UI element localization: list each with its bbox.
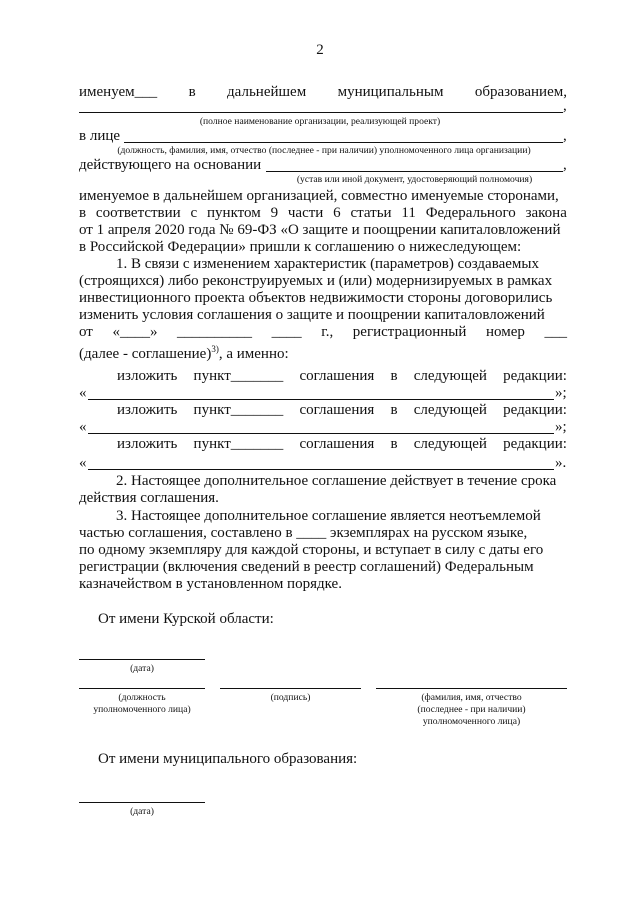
header-word: муниципальным	[337, 84, 444, 100]
clause2-line: действия соглашения.	[79, 490, 219, 506]
in-person-label: в лице	[79, 128, 121, 144]
open-quote: «	[79, 455, 87, 471]
kursk-date-caption: (дата)	[130, 663, 154, 674]
intro-word: статьи	[350, 205, 392, 221]
amend-word: соглашения	[299, 402, 375, 418]
acting-label: действующего на основании	[79, 157, 262, 173]
clause1-date-word: от	[79, 324, 93, 340]
amend-word: изложить	[117, 436, 178, 452]
clause1-line: инвестиционного проекта объектов недвижимости стороны договорились	[79, 290, 553, 306]
clause1-line: (строящихся) либо реконструируемых и (или) модернизируемых в рамках	[79, 273, 553, 289]
amend-item-line	[117, 368, 567, 385]
clause1-date-word[interactable]: __________	[177, 324, 253, 340]
close-quote: »;	[555, 385, 567, 401]
clause3-line: по одному экземпляру для каждой стороны, и вступает в силу с даты его	[79, 542, 544, 558]
kursk-date-line[interactable]	[79, 659, 205, 660]
clause1-date-word[interactable]: «____»	[112, 324, 158, 340]
org-name-caption: (полное наименование организации, реализующей проект)	[199, 116, 441, 127]
intro-word: соответствии	[95, 205, 181, 221]
header-word: в	[188, 84, 196, 100]
amend-word: следующей	[413, 402, 487, 418]
clause1-tail	[79, 341, 289, 363]
amend-text-line[interactable]	[88, 433, 554, 434]
amend-word: в	[390, 368, 398, 384]
amend-word[interactable]: пункт_______	[193, 402, 284, 418]
org-name-line[interactable]	[79, 112, 563, 113]
intro-word: 9	[270, 205, 279, 221]
intro-word: закона	[525, 205, 567, 221]
amend-word: соглашения	[299, 436, 375, 452]
amend-item-line	[117, 436, 567, 453]
amend-word: соглашения	[299, 368, 375, 384]
header-named-line	[79, 84, 567, 101]
header-word: дальнейшем	[227, 84, 307, 100]
fio-caption: (последнее - при наличии)	[417, 704, 526, 715]
clause1-date-word: г.,	[321, 324, 334, 340]
amend-text-line[interactable]	[88, 469, 554, 470]
signature-caption: (подпись)	[270, 692, 311, 703]
clause3-line: регистрации (включения сведений в реестр соглашений) Федеральным	[79, 559, 534, 575]
amend-word[interactable]: пункт_______	[193, 436, 284, 452]
intro-word: в	[79, 205, 87, 221]
municipal-date-line[interactable]	[79, 802, 205, 803]
clause1-date-word: номер	[486, 324, 525, 340]
clause1-line: 1. В связи с изменением характеристик (параметров) создаваемых	[116, 256, 539, 272]
close-quote: ».	[555, 455, 567, 471]
clause3-line: казначейством в установленном порядке.	[79, 576, 342, 592]
in-person-caption: (должность, фамилия, имя, отчество (последнее - при наличии) уполномоченного лица организации)	[117, 145, 531, 156]
kursk-signature-title: От имени Курской области:	[98, 611, 274, 627]
clause2-line: 2. Настоящее дополнительное соглашение действует в течение срока	[116, 473, 557, 489]
open-quote: «	[79, 419, 87, 435]
intro-word: с	[190, 205, 198, 221]
intro-word: 6	[333, 205, 341, 221]
clause1-tail-text: (далее - соглашение)	[79, 346, 212, 362]
clause1-date-word[interactable]: ___	[544, 324, 567, 340]
acting-comma: ,	[563, 157, 567, 173]
intro-word: Федерального	[425, 205, 516, 221]
municipal-signature-title: От имени муниципального образования:	[98, 751, 358, 767]
header-word: именуем___	[79, 84, 158, 100]
acting-caption: (устав или иной документ, удостоверяющий полномочия)	[296, 174, 533, 185]
in-person-comma: ,	[563, 128, 567, 144]
clause1-date-word: регистрационный	[352, 324, 467, 340]
intro-line: в Российской Федерации» пришли к соглашению о нижеследующем:	[79, 239, 522, 255]
open-quote: «	[79, 385, 87, 401]
amend-word: редакции:	[503, 368, 567, 384]
fio-caption: (фамилия, имя, отчество	[421, 692, 522, 703]
intro-word: пунктом	[207, 205, 261, 221]
footnote-ref: 3)	[211, 344, 219, 354]
intro-line: именуемое в дальнейшем организацией, совместно именуемые сторонами,	[79, 188, 559, 204]
amend-word: редакции:	[503, 436, 567, 452]
amend-word: изложить	[117, 368, 178, 384]
clause1-line: изменить условия соглашения о защите и поощрении капиталовложений	[79, 307, 545, 323]
close-quote: »;	[555, 419, 567, 435]
position-line[interactable]	[79, 688, 205, 689]
amend-word: изложить	[117, 402, 178, 418]
clause1-date-word[interactable]: ____	[271, 324, 302, 340]
signature-line[interactable]	[220, 688, 361, 689]
amend-word[interactable]: пункт_______	[193, 368, 284, 384]
intro-line: от 1 апреля 2020 года № 69-ФЗ «О защите и поощрении капиталовложений	[79, 222, 561, 238]
position-caption: (должность	[118, 692, 166, 703]
intro-line-justified	[79, 205, 567, 222]
amend-word: в	[390, 402, 398, 418]
amend-word: следующей	[413, 436, 487, 452]
acting-line[interactable]	[266, 171, 563, 172]
fio-line[interactable]	[376, 688, 567, 689]
clause3-line: частью соглашения, составлено в ____ экземплярах на русском языке,	[79, 525, 528, 541]
amend-word: в	[390, 436, 398, 452]
org-name-comma: ,	[563, 98, 567, 114]
intro-word: части	[287, 205, 324, 221]
in-person-line[interactable]	[124, 142, 563, 143]
amend-word: редакции:	[503, 402, 567, 418]
clause1-tail-end: , а именно:	[218, 346, 289, 362]
fio-caption: уполномоченного лица)	[422, 716, 521, 727]
clause1-date-line	[79, 324, 567, 341]
header-word: образованием,	[474, 84, 567, 100]
clause3-line: 3. Настоящее дополнительное соглашение является неотъемлемой	[116, 508, 541, 524]
amend-item-line	[117, 402, 567, 419]
municipal-date-caption: (дата)	[130, 806, 154, 817]
page-number: 2	[316, 42, 324, 58]
position-caption: уполномоченного лица)	[93, 704, 191, 715]
amend-text-line[interactable]	[88, 399, 554, 400]
amend-word: следующей	[413, 368, 487, 384]
intro-word: 11	[401, 205, 416, 221]
